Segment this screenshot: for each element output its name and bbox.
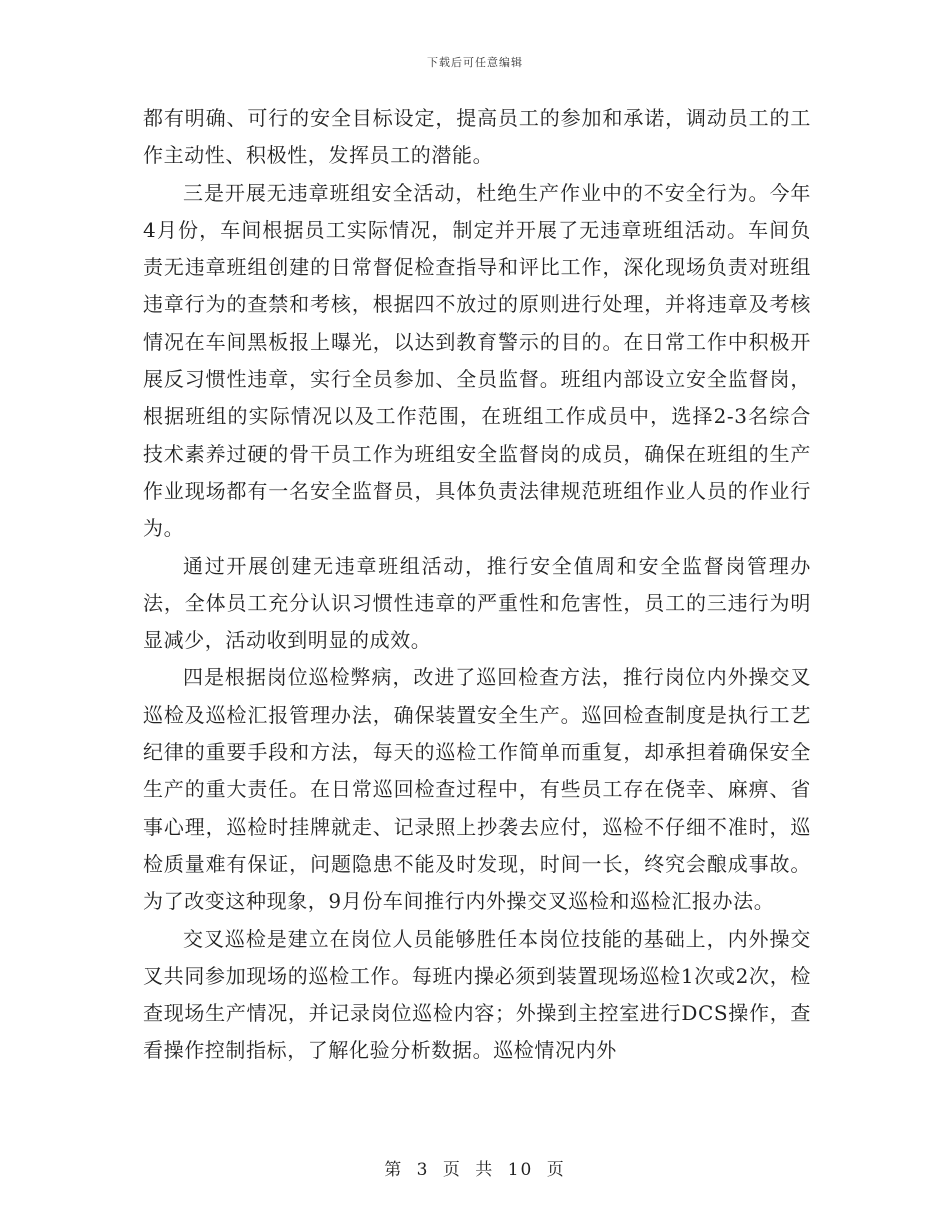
document-body — [143, 100, 811, 1070]
paragraph-results: 通过开展创建无违章班组活动，推行安全值周和安全监督岗管理办法，全体员工充分认识习惯性违章的严重性和危害性，员工的三违行为明显减少，活动收到明显的成效。 — [143, 553, 811, 653]
paragraph-continuation: 都有明确、可行的安全目标设定，提高员工的参加和承诺，调动员工的工作主动性、积极性，发挥员工的潜能。 — [143, 106, 811, 168]
paragraph-item-three: 三是开展无违章班组安全活动，杜绝生产作业中的不安全行为。今年4月份，车间根据员工实际情况，制定并开展了无违章班组活动。车间负责无违章班组创建的日常督促检查指导和评比工作，深化现场负责对班组违章行为的查禁和考核，根据四不放过的原则进行处理，并将违章及考核情况在车间黑板报上曝光，以达到教育警示的目的。在日常工作中积极开展反习惯性违章，实行全员参加、全员监督。班组内部设立安全监督岗，根据班组的实际情况以及工作范围，在班组工作成员中，选择2-3名综合技术素养过硬的骨干员工作为班组安全监督岗的成员，确保在班组的生产作业现场都有一名安全监督员，具体负责法律规范班组作业人员的作业行为。 — [143, 180, 811, 541]
paragraph-cross-inspection: 交叉巡检是建立在岗位人员能够胜任本岗位技能的基础上，内外操交叉共同参加现场的巡检工作。每班内操必须到装置现场巡检1次或2次，检查现场生产情况，并记录岗位巡检内容；外操到主控室进行DCS操作，查看操作控制指标，了解化验分析数据。巡检情况内外 — [143, 926, 811, 1063]
page-header-note: 下载后可任意编辑 — [427, 56, 523, 69]
paragraph-item-four: 四是根据岗位巡检弊病，改进了巡回检查方法，推行岗位内外操交叉巡检及巡检汇报管理办法，确保装置安全生产。巡回检查制度是执行工艺纪律的重要手段和方法，每天的巡检工作简单而重复，却承担着确保安全生产的重大责任。在日常巡回检查过程中，有些员工存在侥幸、麻痹、省事心理，巡检时挂牌就走、记录照上抄袭去应付，巡检不仔细不准时，巡检质量难有保证，问题隐患不能及时发现，时间一长，终究会酿成事故。为了改变这种现象，9月份车间推行内外操交叉巡检和巡检汇报办法。 — [143, 665, 811, 914]
page-number-footer: 第 3 页 共 10 页 — [384, 1160, 566, 1180]
